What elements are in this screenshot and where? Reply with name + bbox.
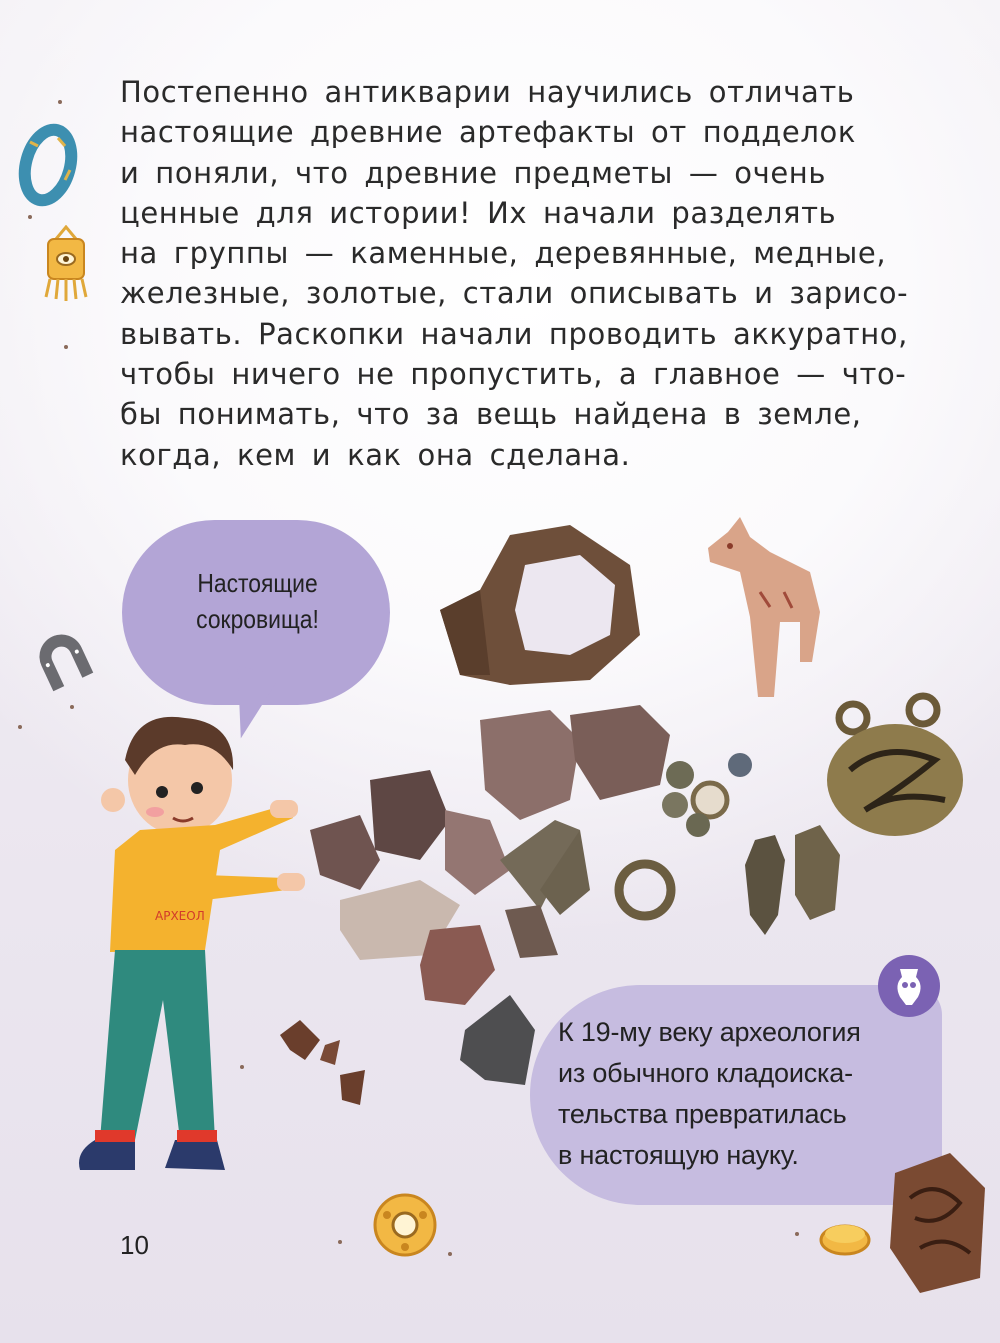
text-line: вывать. Раскопки начали проводить аккуратно, — [120, 316, 908, 351]
text-line: Постепенно антикварии научились отличать — [120, 75, 855, 109]
ornamented-shard-artifact — [880, 1148, 990, 1298]
dark-stone-artifact — [455, 990, 540, 1090]
text-line: когда, кем и как она сделана. — [120, 437, 631, 472]
speech-line: сокровища! — [196, 604, 319, 634]
fact-line: из обычного кладоиска- — [558, 1058, 853, 1088]
text-line: на группы — каменные, деревянные, медные, — [120, 236, 887, 271]
decor-dot — [18, 725, 22, 729]
text-line: настоящие древние артефакты от подделок — [120, 115, 856, 150]
decor-dot — [70, 705, 74, 709]
decor-dot — [64, 345, 68, 349]
decor-dot — [448, 1252, 452, 1256]
decor-dot — [338, 1240, 342, 1244]
boy-illustration — [55, 700, 305, 1200]
clay-horse-artifact — [700, 512, 840, 712]
vase-icon — [878, 955, 940, 1017]
text-line: бы понимать, что за вещь найдена в земле, — [120, 397, 862, 432]
horseshoe-icon — [28, 622, 98, 692]
fact-line: в настоящую науку. — [558, 1140, 799, 1170]
text-line: и поняли, что древние предметы — очень — [120, 155, 827, 190]
coin-icon — [815, 1218, 875, 1258]
speech-line: Настоящие — [197, 568, 318, 598]
gold-brooch-icon — [365, 1185, 445, 1265]
page-number: 10 — [120, 1230, 149, 1260]
fact-line: К 19-му веку археология — [558, 1017, 861, 1047]
text-line: железные, золотые, стали описывать и зарисо- — [120, 276, 909, 311]
decor-dot — [240, 1065, 244, 1069]
main-paragraph — [120, 72, 920, 475]
amulet-icon — [38, 225, 94, 305]
text-line: чтобы ничего не пропустить, а главное — что- — [120, 357, 907, 392]
metal-ornaments-artifact — [600, 745, 860, 945]
speech-bubble-text — [163, 565, 352, 637]
decor-dot — [28, 215, 32, 219]
decor-dot — [795, 1232, 799, 1236]
decor-dot — [58, 100, 62, 104]
fact-line: тельства превратилась — [558, 1099, 847, 1129]
bracelet-icon — [10, 120, 80, 210]
tshirt-label: АРХЕОЛ — [155, 909, 205, 923]
text-line: ценные для истории! Их начали разделять — [120, 195, 837, 230]
iron-buckle-artifact — [420, 515, 660, 700]
